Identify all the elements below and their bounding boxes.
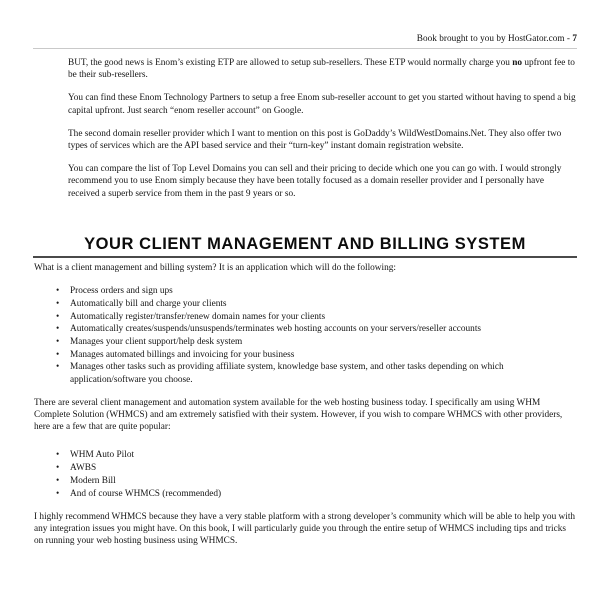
- paragraph-intro-question: What is a client management and billing system? It is an application which will do the following:: [34, 263, 396, 273]
- bullet-icon: •: [56, 286, 60, 297]
- paragraph-text-before-bold: BUT, the good news is Enom’s existing ETP are allowed to setup sub-resellers. These ETP would normally charge you: [68, 58, 513, 68]
- section-heading-block: [33, 235, 577, 258]
- list-item: [34, 361, 577, 385]
- list-item: [34, 336, 577, 348]
- list-item-label: AWBS: [70, 463, 97, 474]
- list-item: [34, 323, 577, 335]
- list-item-label: Manages automated billings and invoicing for your business: [70, 349, 295, 360]
- running-header-text: Book brought to you by HostGator.com -: [416, 33, 573, 43]
- list-item-label: Automatically creates/suspends/unsuspends/terminates web hosting accounts on your servers/reseller accounts: [70, 324, 482, 335]
- bullet-icon: •: [56, 337, 60, 348]
- list-item: [34, 488, 577, 500]
- bullet-icon: •: [56, 463, 60, 474]
- bullet-icon: •: [56, 311, 60, 322]
- list-item-label: And of course WHMCS (recommended): [70, 488, 222, 499]
- paragraph-providers-intro: There are several client management and automation system available for the web hosting business today. I specifically am using WHM Complete Solution (WHMCS) and am extremely satisfied with their system. However, if you wish to compare WHMCS with other providers, here are a few that are quite popular:: [34, 397, 563, 433]
- feature-bullet-list: [34, 285, 577, 386]
- section-heading-divider: [33, 256, 577, 258]
- list-item-label: Modern Bill: [70, 475, 116, 486]
- list-item-label: Manages other tasks such as providing affiliate system, knowledge base system, and other tasks depending on which application/software you choose.: [70, 362, 504, 385]
- list-item-label: Manages your client support/help desk system: [70, 337, 243, 348]
- lower-body-region: [34, 262, 577, 547]
- list-item: [34, 475, 577, 487]
- list-item: [34, 298, 577, 310]
- list-item-label: Automatically bill and charge your clients: [70, 298, 227, 309]
- list-item: [34, 349, 577, 361]
- running-header: [33, 33, 577, 44]
- bullet-icon: •: [56, 450, 60, 461]
- bullet-icon: •: [56, 298, 60, 309]
- paragraph-whmcs-recommendation: I highly recommend WHMCS because they have a very stable platform with a strong developer’s community which will be able to help you with any integration issues you might have. On this book, I will particularly guide you through the entire setup of WHMCS including tips and tricks on running your web hosting business using WHMCS.: [34, 511, 576, 547]
- paragraph-enom-partners: You can find these Enom Technology Partners to setup a free Enom sub-reseller account to get you started without having to spend a big capital upfront. Just search “enom reseller account” on Google.: [68, 93, 576, 116]
- list-item-label: WHM Auto Pilot: [70, 450, 135, 461]
- top-body-region: [68, 57, 577, 200]
- page-number: 7: [572, 33, 577, 43]
- bullet-icon: •: [56, 475, 60, 486]
- section-title: YOUR CLIENT MANAGEMENT AND BILLING SYSTEM: [84, 235, 526, 253]
- bullet-icon: •: [56, 324, 60, 335]
- list-item: [34, 462, 577, 474]
- list-item-label: Process orders and sign ups: [70, 286, 173, 297]
- list-item: [34, 311, 577, 323]
- paragraph-text-after-bold: upfront fee to be their sub-resellers.: [68, 58, 575, 81]
- list-item-label: Automatically register/transfer/renew domain names for your clients: [70, 311, 326, 322]
- emphasis-no: no: [512, 58, 523, 68]
- paragraph-godaddy-wildwest: The second domain reseller provider which I want to mention on this post is GoDaddy’s WildWestDomains.Net. They also offer two types of services which are the API based service and their “turn-key” instant domain registration website.: [68, 128, 562, 152]
- bullet-icon: •: [56, 488, 60, 499]
- bullet-icon: •: [56, 362, 60, 373]
- paragraph-enom-etp: [68, 57, 577, 81]
- list-item: [34, 449, 577, 461]
- header-divider: [33, 48, 577, 49]
- bullet-icon: •: [56, 349, 60, 360]
- provider-bullet-list: [34, 449, 577, 499]
- list-item: [34, 285, 577, 297]
- paragraph-tld-comparison: You can compare the list of Top Level Domains you can sell and their pricing to decide which one you can go with. I would strongly recommend you to use Enom simply because they have been totally focused as a domain reseller provider and I personally have received a superb service from them in the past 9 years or so.: [68, 164, 562, 199]
